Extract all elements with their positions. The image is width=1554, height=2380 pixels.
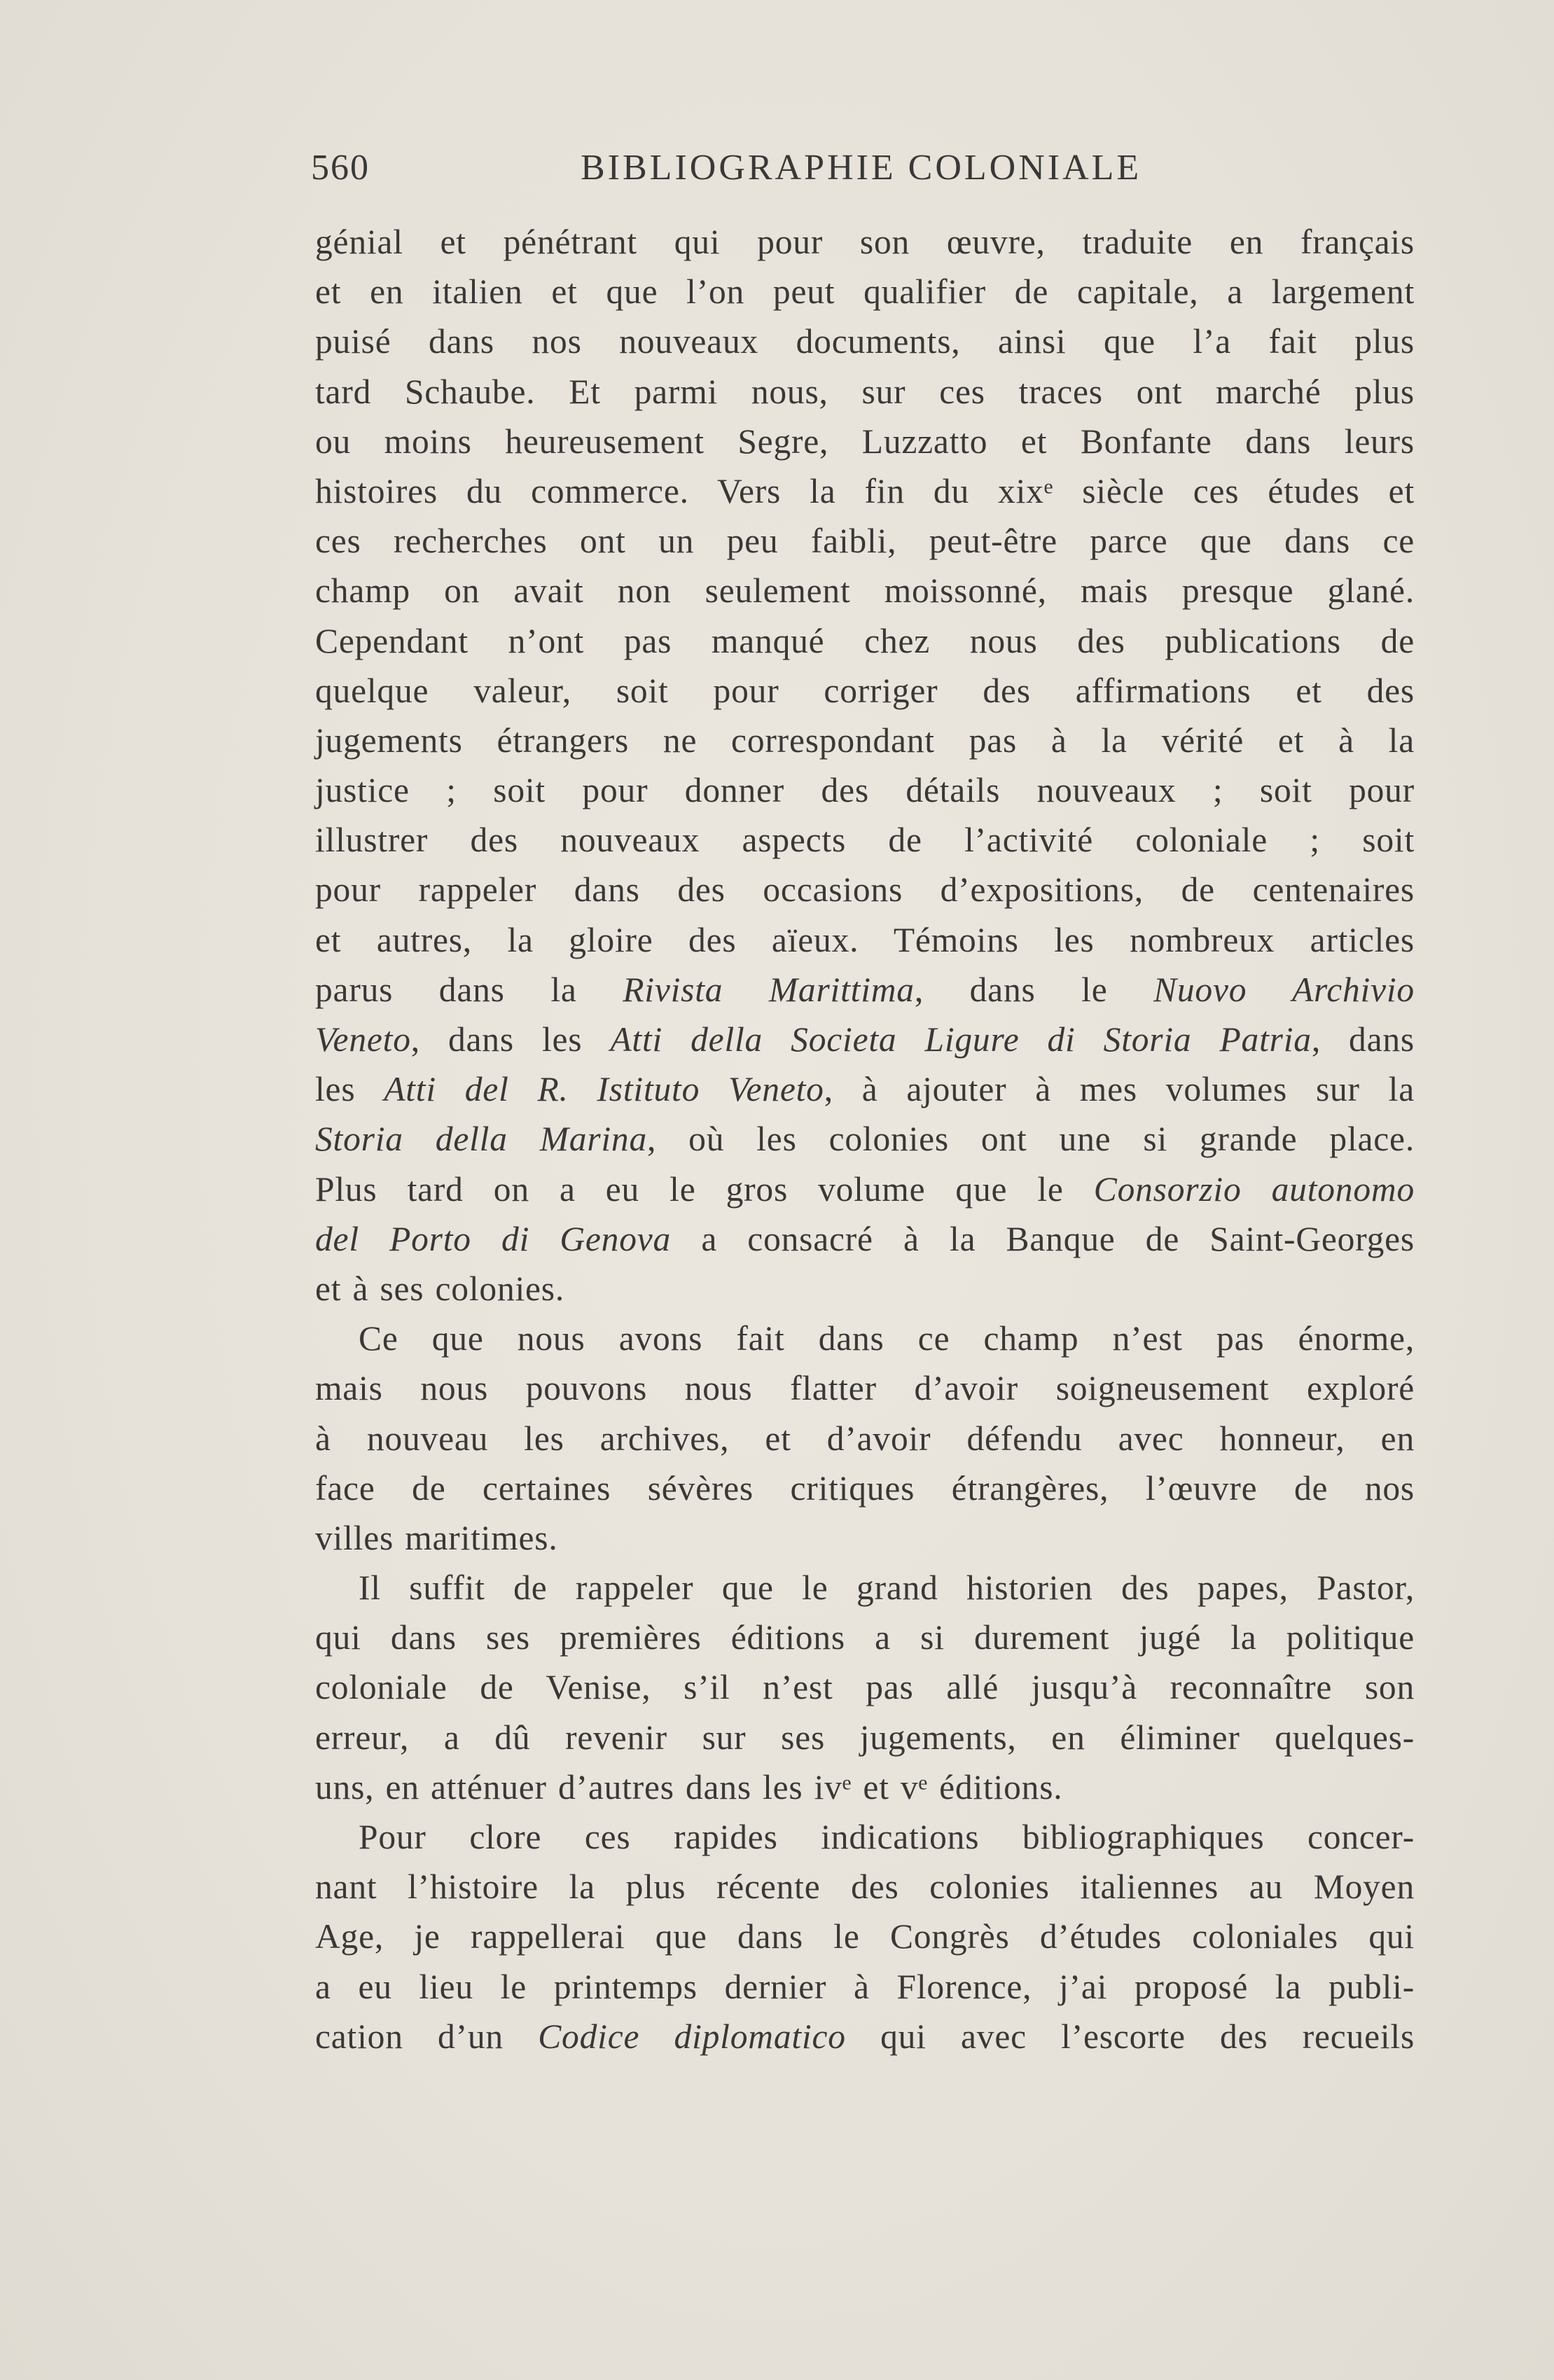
text-line: Ce que nous avons fait dans ce champ n’est pas énorme, xyxy=(359,1319,1415,1358)
text-line: tard Schaube. Et parmi nous, sur ces traces ont marché plus xyxy=(315,372,1415,411)
text-line: et à ses colonies. xyxy=(315,1269,565,1308)
text-line: nant l’histoire la plus récente des colonies italiennes au Moyen xyxy=(315,1867,1415,1907)
text-line: illustrer des nouveaux aspects de l’activité coloniale ; soit xyxy=(315,821,1415,860)
page-header xyxy=(311,144,1414,193)
text-line: jugements étrangers ne correspondant pas à la vérité et à la xyxy=(315,721,1415,760)
text-line: justice ; soit pour donner des détails nouveaux ; soit pour xyxy=(315,771,1415,810)
text-line: et autres, la gloire des aïeux. Témoins les nombreux articles xyxy=(315,920,1415,959)
text-line: villes maritimes. xyxy=(315,1518,558,1557)
text-line: ces recherches ont un peu faibli, peut-être parce que dans ce xyxy=(315,522,1415,561)
text-line: puisé dans nos nouveaux documents, ainsi que l’a fait plus xyxy=(315,322,1415,361)
text-line: del Porto di Genova a consacré à la Banque de Saint-Georges xyxy=(315,1219,1415,1258)
text-line: coloniale de Venise, s’il n’est pas allé jusqu’à reconnaître son xyxy=(315,1668,1415,1707)
text-line: erreur, a dû revenir sur ses jugements, en éliminer quelques- xyxy=(315,1718,1415,1757)
text-line: histoires du commerce. Vers la fin du xixᵉ siècle ces études et xyxy=(315,471,1415,510)
text-line: qui dans ses premières éditions a si durement jugé la politique xyxy=(315,1618,1415,1657)
text-line: uns, en atténuer d’autres dans les ivᵉ et vᵉ éditions. xyxy=(315,1767,1063,1807)
text-line: a eu lieu le printemps dernier à Florence, j’ai proposé la publi- xyxy=(315,1967,1415,2006)
body-text xyxy=(315,217,1415,2061)
text-line: Il suffit de rappeler que le grand historien des papes, Pastor, xyxy=(359,1568,1415,1608)
text-line: Plus tard on a eu le gros volume que le Consorzio autonomo xyxy=(315,1169,1415,1209)
text-line: mais nous pouvons nous flatter d’avoir soigneusement exploré xyxy=(315,1369,1415,1408)
text-line: à nouveau les archives, et d’avoir défendu avec honneur, en xyxy=(315,1419,1415,1458)
text-line: Cependant n’ont pas manqué chez nous des publications de xyxy=(315,621,1415,660)
text-line: et en italien et que l’on peut qualifier de capitale, a largement xyxy=(315,272,1415,312)
text-line: génial et pénétrant qui pour son œuvre, traduite en français xyxy=(315,223,1415,261)
text-line: quelque valeur, soit pour corriger des affirmations et des xyxy=(315,671,1415,710)
text-line: Storia della Marina, où les colonies ont une si grande place. xyxy=(315,1120,1415,1159)
text-line: Pour clore ces rapides indications bibliographiques concer- xyxy=(359,1818,1415,1856)
page-number: 560 xyxy=(311,148,370,188)
text-line: pour rappeler dans des occasions d’expositions, de centenaires xyxy=(315,870,1415,910)
running-title: BIBLIOGRAPHIE COLONIALE xyxy=(581,148,1142,188)
text-line: champ on avait non seulement moissonné, mais presque glané. xyxy=(315,571,1415,611)
text-line: Age, je rappellerai que dans le Congrès d’études coloniales qui xyxy=(315,1917,1415,1956)
text-line: face de certaines sévères critiques étrangères, l’œuvre de nos xyxy=(315,1468,1415,1508)
text-line: Veneto, dans les Atti della Societa Ligure di Storia Patria, dans xyxy=(315,1020,1415,1059)
text-line: parus dans la Rivista Marittima, dans le Nuovo Archivio xyxy=(315,970,1415,1009)
text-line: cation d’un Codice diplomatico qui avec l’escorte des recueils xyxy=(315,2017,1415,2056)
text-line: ou moins heureusement Segre, Luzzatto et Bonfante dans leurs xyxy=(315,422,1415,461)
text-line: les Atti del R. Istituto Veneto, à ajouter à mes volumes sur la xyxy=(315,1070,1415,1109)
